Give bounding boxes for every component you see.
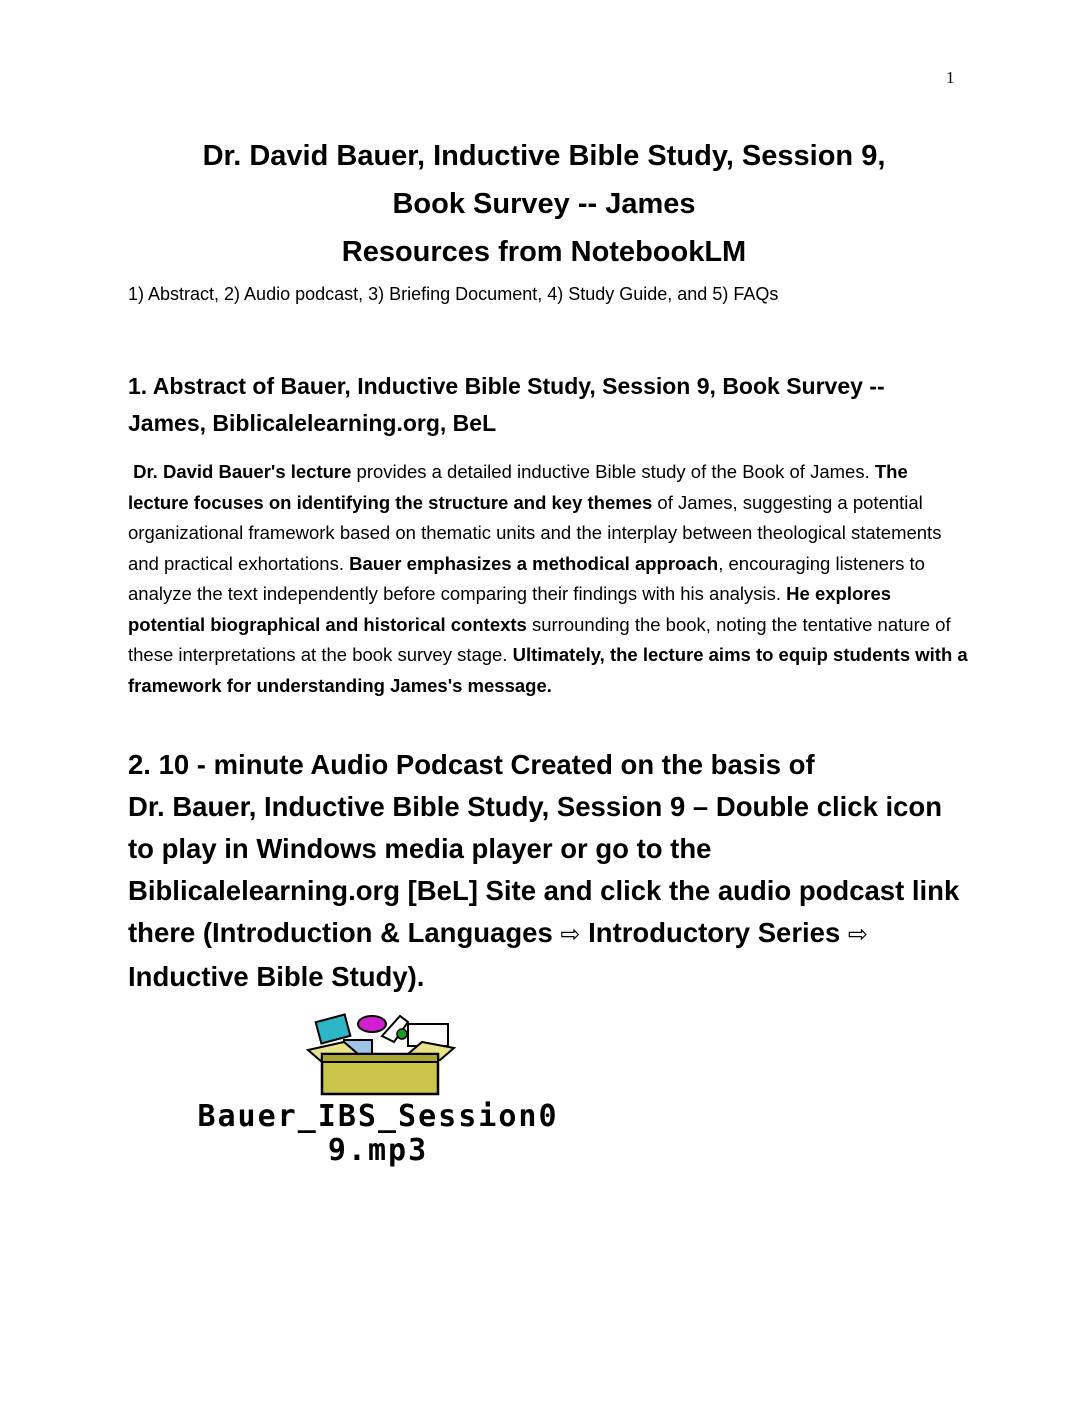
abstract-bold-4: He explores potential biographical and historical contexts: [128, 583, 892, 635]
title-line-3: Resources from NotebookLM: [341, 236, 747, 268]
abstract-heading: 1. Abstract of Bauer, Inductive Bible Study, Session 9, Book Survey -- James, Biblicalelearning.org, BeL: [128, 373, 885, 436]
title-line-2: Book Survey -- James: [392, 188, 696, 220]
abstract-text-3: , encouraging listeners to analyze the text independently before comparing their findings with his analysis.: [128, 552, 925, 604]
abstract-bold-1: Dr. David Bauer's lecture: [133, 461, 352, 482]
abstract-paragraph: [128, 457, 968, 701]
media-filename-line-2: 9.mp3: [327, 1133, 429, 1168]
page-title: [0, 132, 1088, 276]
abstract-text-1: provides a detailed inductive Bible study of the Book of James.: [351, 461, 875, 482]
abstract-bold-3: Bauer emphasizes a methodical approach: [349, 552, 719, 574]
audio-podcast-attachment[interactable]: [128, 1012, 628, 1172]
media-filename-line-1: Bauer_IBS_Session0: [197, 1099, 559, 1134]
package-icon[interactable]: [304, 1012, 464, 1096]
page-number: 1: [946, 68, 955, 87]
podcast-heading-text-3: Inductive Bible Study).: [128, 961, 425, 992]
podcast-heading-line-1: 2. 10 - minute Audio Podcast Created on the basis of: [128, 749, 815, 780]
media-filename-label[interactable]: [128, 1100, 628, 1168]
podcast-heading-text-1: Dr. Bauer, Inductive Bible Study, Session 9 – Double click icon to play in Windows media player or go to the Biblicalelearning.org [BeL] Site and click the audio podcast link there (Introduction & Languages: [128, 791, 960, 948]
abstract-bold-2: The lecture focuses on identifying the structure and key themes: [128, 461, 908, 513]
abstract-bold-5: Ultimately, the lecture aims to equip students with a framework for understanding James's message.: [128, 644, 968, 696]
title-line-1: Dr. David Bauer, Inductive Bible Study, Session 9,: [202, 140, 886, 172]
abstract-text-4: surrounding the book, noting the tentative nature of these interpretations at the book survey stage.: [128, 613, 951, 665]
right-arrow-icon: ⇨: [847, 921, 869, 948]
podcast-heading-text-2: Introductory Series: [580, 917, 848, 948]
abstract-text-2: of James, suggesting a potential organizational framework based on thematic units and the interplay between theological statements and practical exhortations.: [128, 491, 942, 574]
podcast-heading: [128, 744, 968, 998]
right-arrow-icon: ⇨: [560, 921, 581, 948]
resources-list: 1) Abstract, 2) Audio podcast, 3) Briefing Document, 4) Study Guide, and 5) FAQs: [128, 284, 779, 304]
